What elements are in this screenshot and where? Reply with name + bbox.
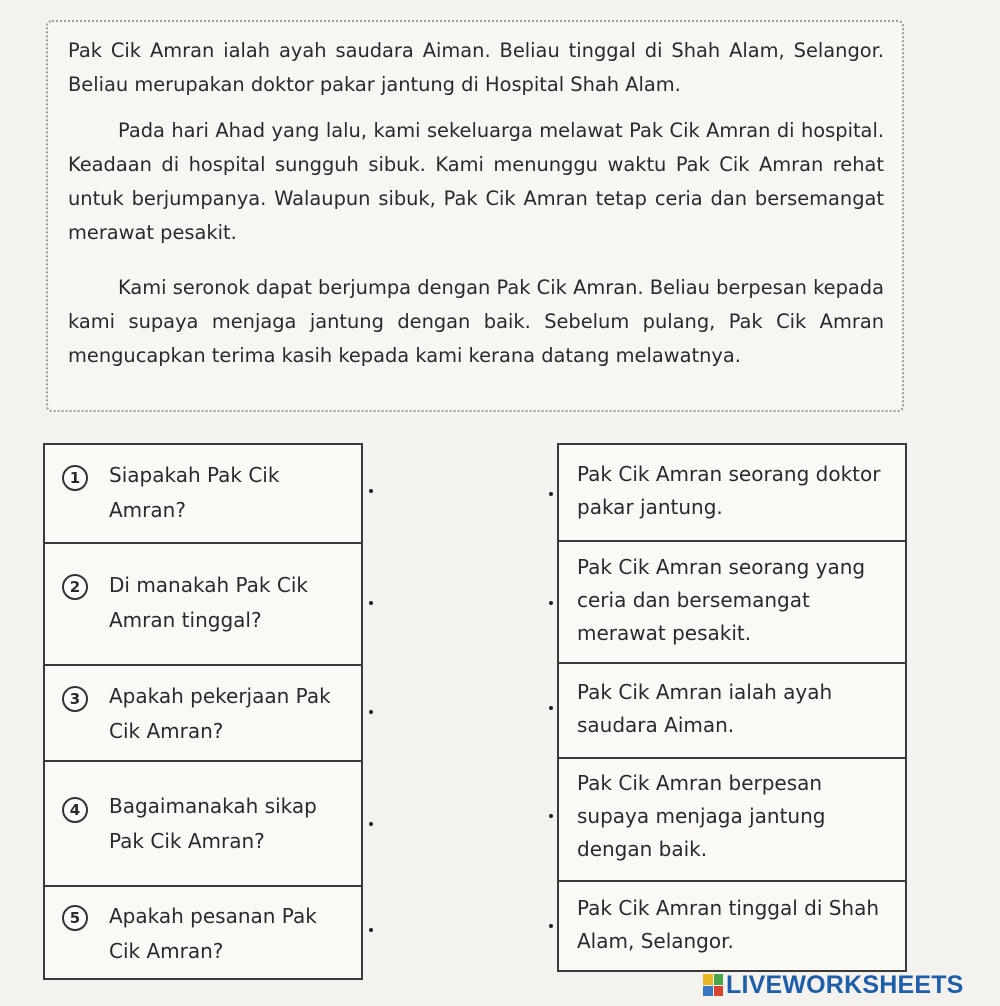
answer-row-1: [559, 445, 905, 540]
question-number-badge: 2: [62, 574, 88, 600]
answer-row-5: [559, 880, 905, 974]
answer-text: Pak Cik Amran berpesan supaya menjaga jantung dengan baik.: [577, 771, 826, 861]
reading-passage: [46, 20, 904, 412]
liveworksheets-logo: [703, 970, 964, 1000]
right-match-dot-2[interactable]: [549, 601, 553, 605]
left-match-dot-4[interactable]: [369, 822, 373, 826]
liveworksheets-icon: [703, 974, 723, 996]
logo-text: LIVEWORKSHEETS: [726, 970, 964, 999]
answer-row-3: [559, 662, 905, 757]
question-number-badge: 3: [62, 686, 88, 712]
right-match-dot-5[interactable]: [549, 924, 553, 928]
question-row-2: [45, 542, 361, 664]
right-match-dot-4[interactable]: [549, 814, 553, 818]
question-text: Siapakah Pak Cik Amran?: [109, 463, 280, 522]
question-row-3: [45, 664, 361, 760]
left-match-dot-2[interactable]: [369, 601, 373, 605]
left-match-dot-3[interactable]: [369, 710, 373, 714]
question-row-1: [45, 445, 361, 542]
question-row-4: [45, 760, 361, 885]
answers-table: [557, 443, 907, 972]
right-match-dot-1[interactable]: [549, 492, 553, 496]
answer-text: Pak Cik Amran seorang doktor pakar jantung.: [577, 462, 881, 519]
passage-paragraph-2: Pada hari Ahad yang lalu, kami sekeluarga melawat Pak Cik Amran di hospital. Keadaan di hospital sungguh sibuk. Kami menunggu waktu Pak Cik Amran rehat untuk berjumpanya. Walaupun sibuk, Pak Cik Amran tetap ceria dan bersemangat merawat pesakit.: [68, 119, 884, 244]
answer-row-4: [559, 757, 905, 880]
question-text: Apakah pesanan Pak Cik Amran?: [109, 904, 317, 963]
question-text: Apakah pekerjaan Pak Cik Amran?: [109, 684, 331, 743]
answer-text: Pak Cik Amran tinggal di Shah Alam, Selangor.: [577, 896, 880, 953]
passage-paragraph-1: Pak Cik Amran ialah ayah saudara Aiman. Beliau tinggal di Shah Alam, Selangor. Beliau merupakan doktor pakar jantung di Hospital Shah Alam.: [68, 39, 884, 96]
question-text: Di manakah Pak Cik Amran tinggal?: [109, 573, 308, 632]
question-number-badge: 4: [62, 797, 88, 823]
questions-table: [43, 443, 363, 980]
question-number-badge: 5: [62, 905, 88, 931]
answer-text: Pak Cik Amran seorang yang ceria dan bersemangat merawat pesakit.: [577, 555, 866, 645]
answer-text: Pak Cik Amran ialah ayah saudara Aiman.: [577, 680, 833, 737]
passage-paragraph-3: Kami seronok dapat berjumpa dengan Pak Cik Amran. Beliau berpesan kepada kami supaya menjaga jantung dengan baik. Sebelum pulang, Pak Cik Amran mengucapkan terima kasih kepada kami kerana datang melawatnya.: [68, 276, 884, 367]
answer-row-2: [559, 540, 905, 662]
left-match-dot-1[interactable]: [369, 489, 373, 493]
right-match-dot-3[interactable]: [549, 706, 553, 710]
question-row-5: [45, 885, 361, 980]
question-number-badge: 1: [62, 465, 88, 491]
question-text: Bagaimanakah sikap Pak Cik Amran?: [109, 794, 317, 853]
left-match-dot-5[interactable]: [369, 928, 373, 932]
